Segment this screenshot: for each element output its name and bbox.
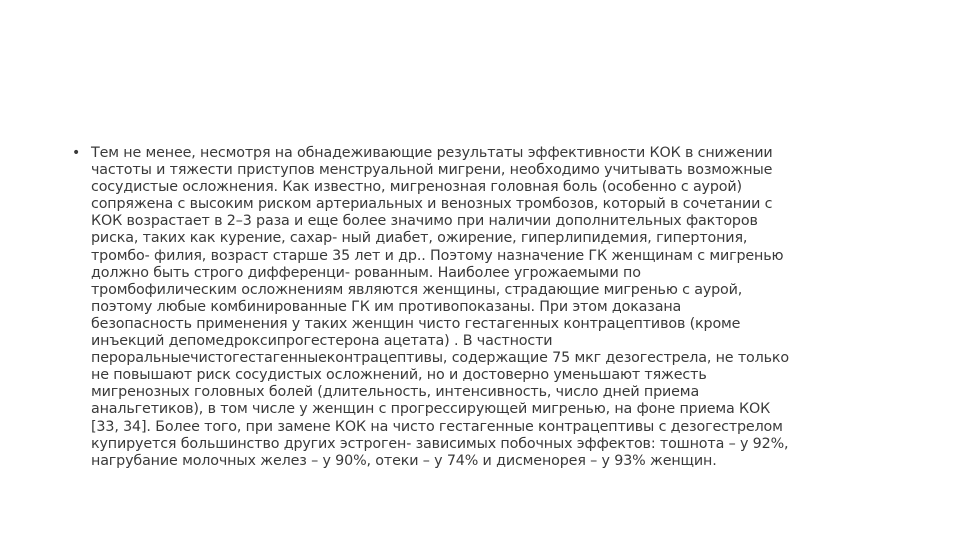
- text-line: инъекций депомедроксипрогестерона ацетата) . В частности: [91, 333, 553, 350]
- text-line: риска, таких как курение, сахар- ный диабет, ожирение, гиперлипидемия, гипертония,: [91, 230, 748, 247]
- text-line: нагрубание молочных желез – у 90%, отеки – у 74% и дисменорея – у 93% женщин.: [91, 452, 717, 469]
- text-line: сопряжена с высоким риском артериальных и венозных тромбозов, который в сочетании с: [91, 196, 773, 213]
- text-line: тромбофилическим осложнениям являются женщины, страдающие мигренью с аурой,: [91, 281, 743, 298]
- text-line: поэтому любые комбинированные ГК им противопоказаны. При этом доказана: [91, 298, 682, 315]
- bullet-marker: •: [72, 145, 81, 161]
- text-line: анальгетиков), в том числе у женщин с прогрессирующей мигренью, на фоне приема КОК: [91, 401, 771, 418]
- text-line: тромбо- филия, возраст старше 35 лет и др.. Поэтому назначение ГК женщинам с мигренью: [91, 247, 784, 264]
- text-line: [33, 34]. Более того, при замене КОК на чисто гестагенные контрацептивы с дезогестрелом: [91, 418, 783, 435]
- text-line: пероральныечистогестагенныеконтрацептивы, содержащие 75 мкг дезогестрела, не только: [91, 350, 789, 367]
- paragraph-text: [91, 145, 891, 470]
- text-line: мигренозных головных болей (длительность, интенсивность, число дней приема: [91, 384, 700, 401]
- text-line: КОК возрастает в 2–3 раза и еще более значимо при наличии дополнительных факторов: [91, 213, 758, 230]
- text-line: частоты и тяжести приступов менструальной мигрени, необходимо учитывать возможные: [91, 162, 773, 179]
- text-line: сосудистые осложнения. Как известно, мигренозная головная боль (особенно с аурой): [91, 179, 742, 196]
- text-line: должно быть строго дифференци- рованным. Наиболее угрожаемыми по: [91, 264, 641, 281]
- text-line: Тем не менее, несмотря на обнадеживающие результаты эффективности КОК в снижении: [91, 145, 773, 161]
- text-line: не повышают риск сосудистых осложнений, но и достоверно уменьшают тяжесть: [91, 367, 707, 384]
- text-line: купируется большинство других эстроген- зависимых побочных эффектов: тошнота – у 92%,: [91, 435, 789, 452]
- text-line: безопасность применения у таких женщин чисто гестагенных контрацептивов (кроме: [91, 315, 741, 332]
